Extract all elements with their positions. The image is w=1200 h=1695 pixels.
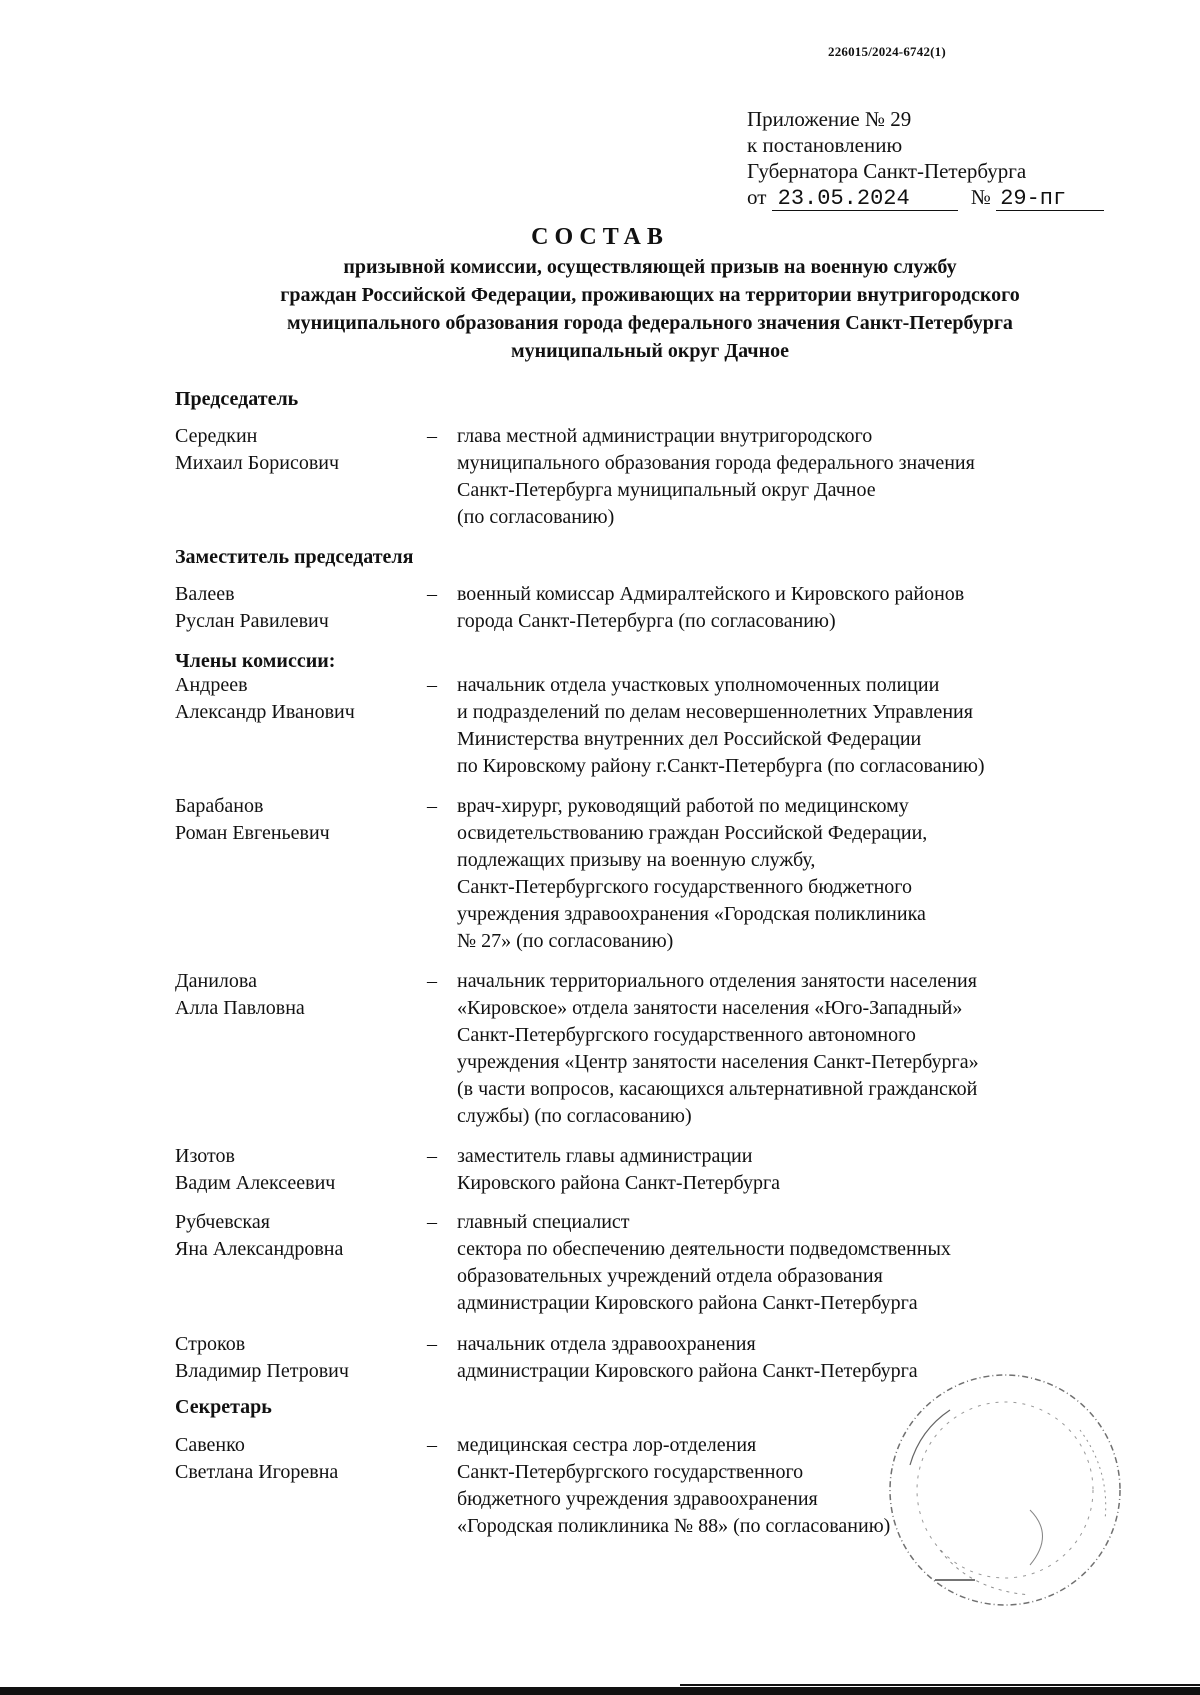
dash: – (427, 674, 437, 696)
date-prefix: от (747, 185, 767, 209)
surname: Валеев (175, 583, 235, 605)
document-number: 226015/2024-6742(1) (828, 44, 946, 59)
dash: – (427, 425, 437, 447)
dash: – (427, 1434, 437, 1456)
number-prefix: № (970, 185, 991, 209)
given-names: Руслан Равилевич (175, 610, 329, 632)
surname: Рубчевская (175, 1211, 270, 1233)
desc-line: освидетельствованию граждан Российской Федерации, (457, 822, 928, 844)
dash: – (427, 1211, 437, 1233)
desc-line: (по согласованию) (457, 506, 615, 528)
desc-line: муниципального образования города федерального значения (457, 452, 975, 474)
document-subtitle (150, 253, 1150, 365)
given-names: Александр Иванович (175, 701, 355, 723)
given-names: Яна Александровна (175, 1238, 344, 1260)
dash: – (427, 970, 437, 992)
desc-line: «Кировское» отдела занятости населения «Юго-Западный» (457, 997, 963, 1019)
desc-line: Санкт-Петербургского государственного автономного (457, 1024, 916, 1046)
desc-line: (в части вопросов, касающихся альтернативной гражданской (457, 1078, 978, 1100)
document-title: СОСТАВ (531, 224, 669, 250)
dash: – (427, 1333, 437, 1355)
desc-line: города Санкт-Петербурга (по согласованию) (457, 610, 836, 632)
desc-line: образовательных учреждений отдела образования (457, 1265, 883, 1287)
appendix-line-3: Губернатора Санкт-Петербурга (747, 159, 1027, 183)
seal-stamp-icon (880, 1370, 1130, 1610)
desc-line: Кировского района Санкт-Петербурга (457, 1172, 781, 1194)
bottom-rule (0, 1687, 1200, 1695)
desc-line: медицинская сестра лор-отделения (457, 1434, 757, 1456)
desc-line: Санкт-Петербургского государственного бюджетного (457, 876, 913, 898)
surname: Середкин (175, 425, 258, 447)
surname: Андреев (175, 674, 248, 696)
section-deputy: Заместитель председателя (175, 546, 414, 568)
given-names: Роман Евгеньевич (175, 822, 330, 844)
subtitle-line-3: муниципального образования города федерального значения Санкт-Петербурга (287, 312, 1013, 334)
desc-line: врач-хирург, руководящий работой по медицинскому (457, 795, 909, 817)
bottom-rule-upper (680, 1684, 1200, 1686)
desc-line: заместитель главы администрации (457, 1145, 753, 1167)
given-names: Владимир Петрович (175, 1360, 349, 1382)
surname: Барабанов (175, 795, 264, 817)
subtitle-line-1: призывной комиссии, осуществляющей призыв на военную службу (343, 256, 957, 278)
desc-line: «Городская поликлиника № 88» (по согласованию) (457, 1515, 891, 1537)
given-names: Михаил Борисович (175, 452, 340, 474)
surname: Строков (175, 1333, 246, 1355)
desc-line: глава местной администрации внутригородского (457, 425, 873, 447)
desc-line: сектора по обеспечению деятельности подведомственных (457, 1238, 951, 1260)
desc-line: главный специалист (457, 1211, 630, 1233)
given-names: Светлана Игоревна (175, 1461, 339, 1483)
subtitle-line-2: граждан Российской Федерации, проживающих на территории внутригородского (280, 284, 1020, 306)
subtitle-line-4: муниципальный округ Дачное (511, 340, 789, 362)
desc-line: № 27» (по согласованию) (457, 930, 674, 952)
desc-line: Министерства внутренних дел Российской Федерации (457, 728, 922, 750)
desc-line: военный комиссар Адмиралтейского и Кировского районов (457, 583, 965, 605)
desc-line: Санкт-Петербурга муниципальный округ Дачное (457, 479, 876, 501)
desc-line: администрации Кировского района Санкт-Петербурга (457, 1292, 918, 1314)
desc-line: бюджетного учреждения здравоохранения (457, 1488, 818, 1510)
desc-line: службы) (по согласованию) (457, 1105, 692, 1127)
desc-line: подлежащих призыву на военную службу, (457, 849, 816, 871)
desc-line: начальник отдела участковых уполномоченных полиции (457, 674, 940, 696)
desc-line: администрации Кировского района Санкт-Петербурга (457, 1360, 918, 1382)
surname: Савенко (175, 1434, 245, 1456)
dash: – (427, 795, 437, 817)
desc-line: учреждения здравоохранения «Городская поликлиника (457, 903, 926, 925)
section-members: Члены комиссии: (175, 650, 336, 672)
date-value: 23.05.2024 (772, 188, 958, 211)
section-chairman: Председатель (175, 388, 299, 410)
appendix-block (747, 106, 1104, 211)
desc-line: по Кировскому району г.Санкт-Петербурга (по согласованию) (457, 755, 985, 777)
section-secretary: Секретарь (175, 1396, 272, 1418)
surname: Изотов (175, 1145, 235, 1167)
desc-line: и подразделений по делам несовершеннолетних Управления (457, 701, 973, 723)
desc-line: начальник территориального отделения занятости населения (457, 970, 977, 992)
desc-line: Санкт-Петербургского государственного (457, 1461, 804, 1483)
appendix-line-1: Приложение № 29 (747, 107, 912, 131)
desc-line: учреждения «Центр занятости населения Санкт-Петербурга» (457, 1051, 979, 1073)
appendix-line-2: к постановлению (747, 133, 903, 157)
dash: – (427, 583, 437, 605)
appendix-date-line (747, 184, 1104, 211)
given-names: Алла Павловна (175, 997, 305, 1019)
desc-line: начальник отдела здравоохранения (457, 1333, 756, 1355)
number-value: 29-пг (996, 188, 1104, 211)
given-names: Вадим Алексеевич (175, 1172, 336, 1194)
dash: – (427, 1145, 437, 1167)
surname: Данилова (175, 970, 257, 992)
